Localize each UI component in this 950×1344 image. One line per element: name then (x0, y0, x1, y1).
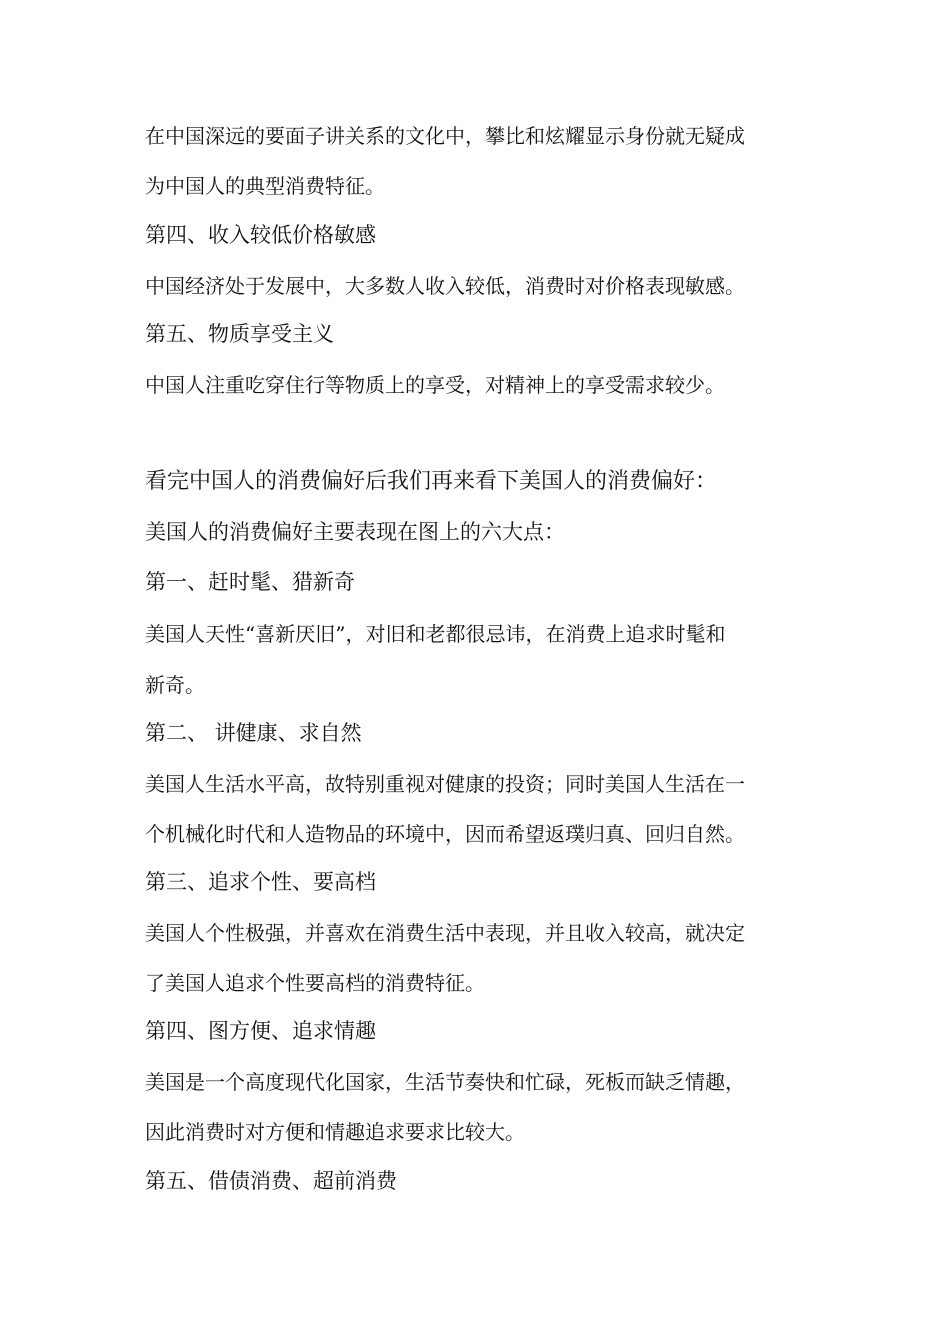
body-text-line: 美国人天性“喜新厌旧”，对旧和老都很忌讳，在消费上追求时髦和 (145, 622, 726, 646)
section-heading: 第五、物质享受主义 (145, 322, 334, 346)
body-text-line: 因此消费时对方便和情趣追求要求比较大。 (145, 1120, 525, 1144)
section-heading: 第一、赶时髦、猎新奇 (145, 570, 355, 594)
body-text-line: 为中国人的典型消费特征。 (145, 174, 385, 198)
body-text-line: 个机械化时代和人造物品的环境中，因而希望返璞归真、回归自然。 (145, 822, 745, 846)
section-heading: 第二、 讲健康、求自然 (145, 721, 362, 745)
section-heading: 第五、借债消费、超前消费 (145, 1169, 397, 1193)
body-text-line: 中国经济处于发展中，大多数人收入较低，消费时对价格表现敏感。 (145, 274, 745, 298)
body-text-line: 在中国深远的要面子讲关系的文化中，攀比和炫耀显示身份就无疑成 (145, 124, 745, 148)
section-heading: 第四、收入较低价格敏感 (145, 223, 376, 247)
body-text-line: 美国人生活水平高，故特别重视对健康的投资；同时美国人生活在一 (145, 772, 745, 796)
intro-line: 美国人的消费偏好主要表现在图上的六大点： (145, 520, 565, 544)
transition-heading: 看完中国人的消费偏好后我们再来看下美国人的消费偏好： (145, 469, 718, 494)
body-text-line: 新奇。 (145, 673, 205, 697)
section-heading: 第四、图方便、追求情趣 (145, 1019, 376, 1043)
body-text-line: 美国人个性极强，并喜欢在消费生活中表现，并且收入较高，就决定 (145, 921, 745, 945)
body-text-line: 中国人注重吃穿住行等物质上的享受，对精神上的享受需求较少。 (145, 373, 725, 397)
section-heading: 第三、追求个性、要高档 (145, 870, 376, 894)
body-text-line: 了美国人追求个性要高档的消费特征。 (145, 971, 485, 995)
body-text-line: 美国是一个高度现代化国家，生活节奏快和忙碌，死板而缺乏情趣， (145, 1070, 745, 1094)
